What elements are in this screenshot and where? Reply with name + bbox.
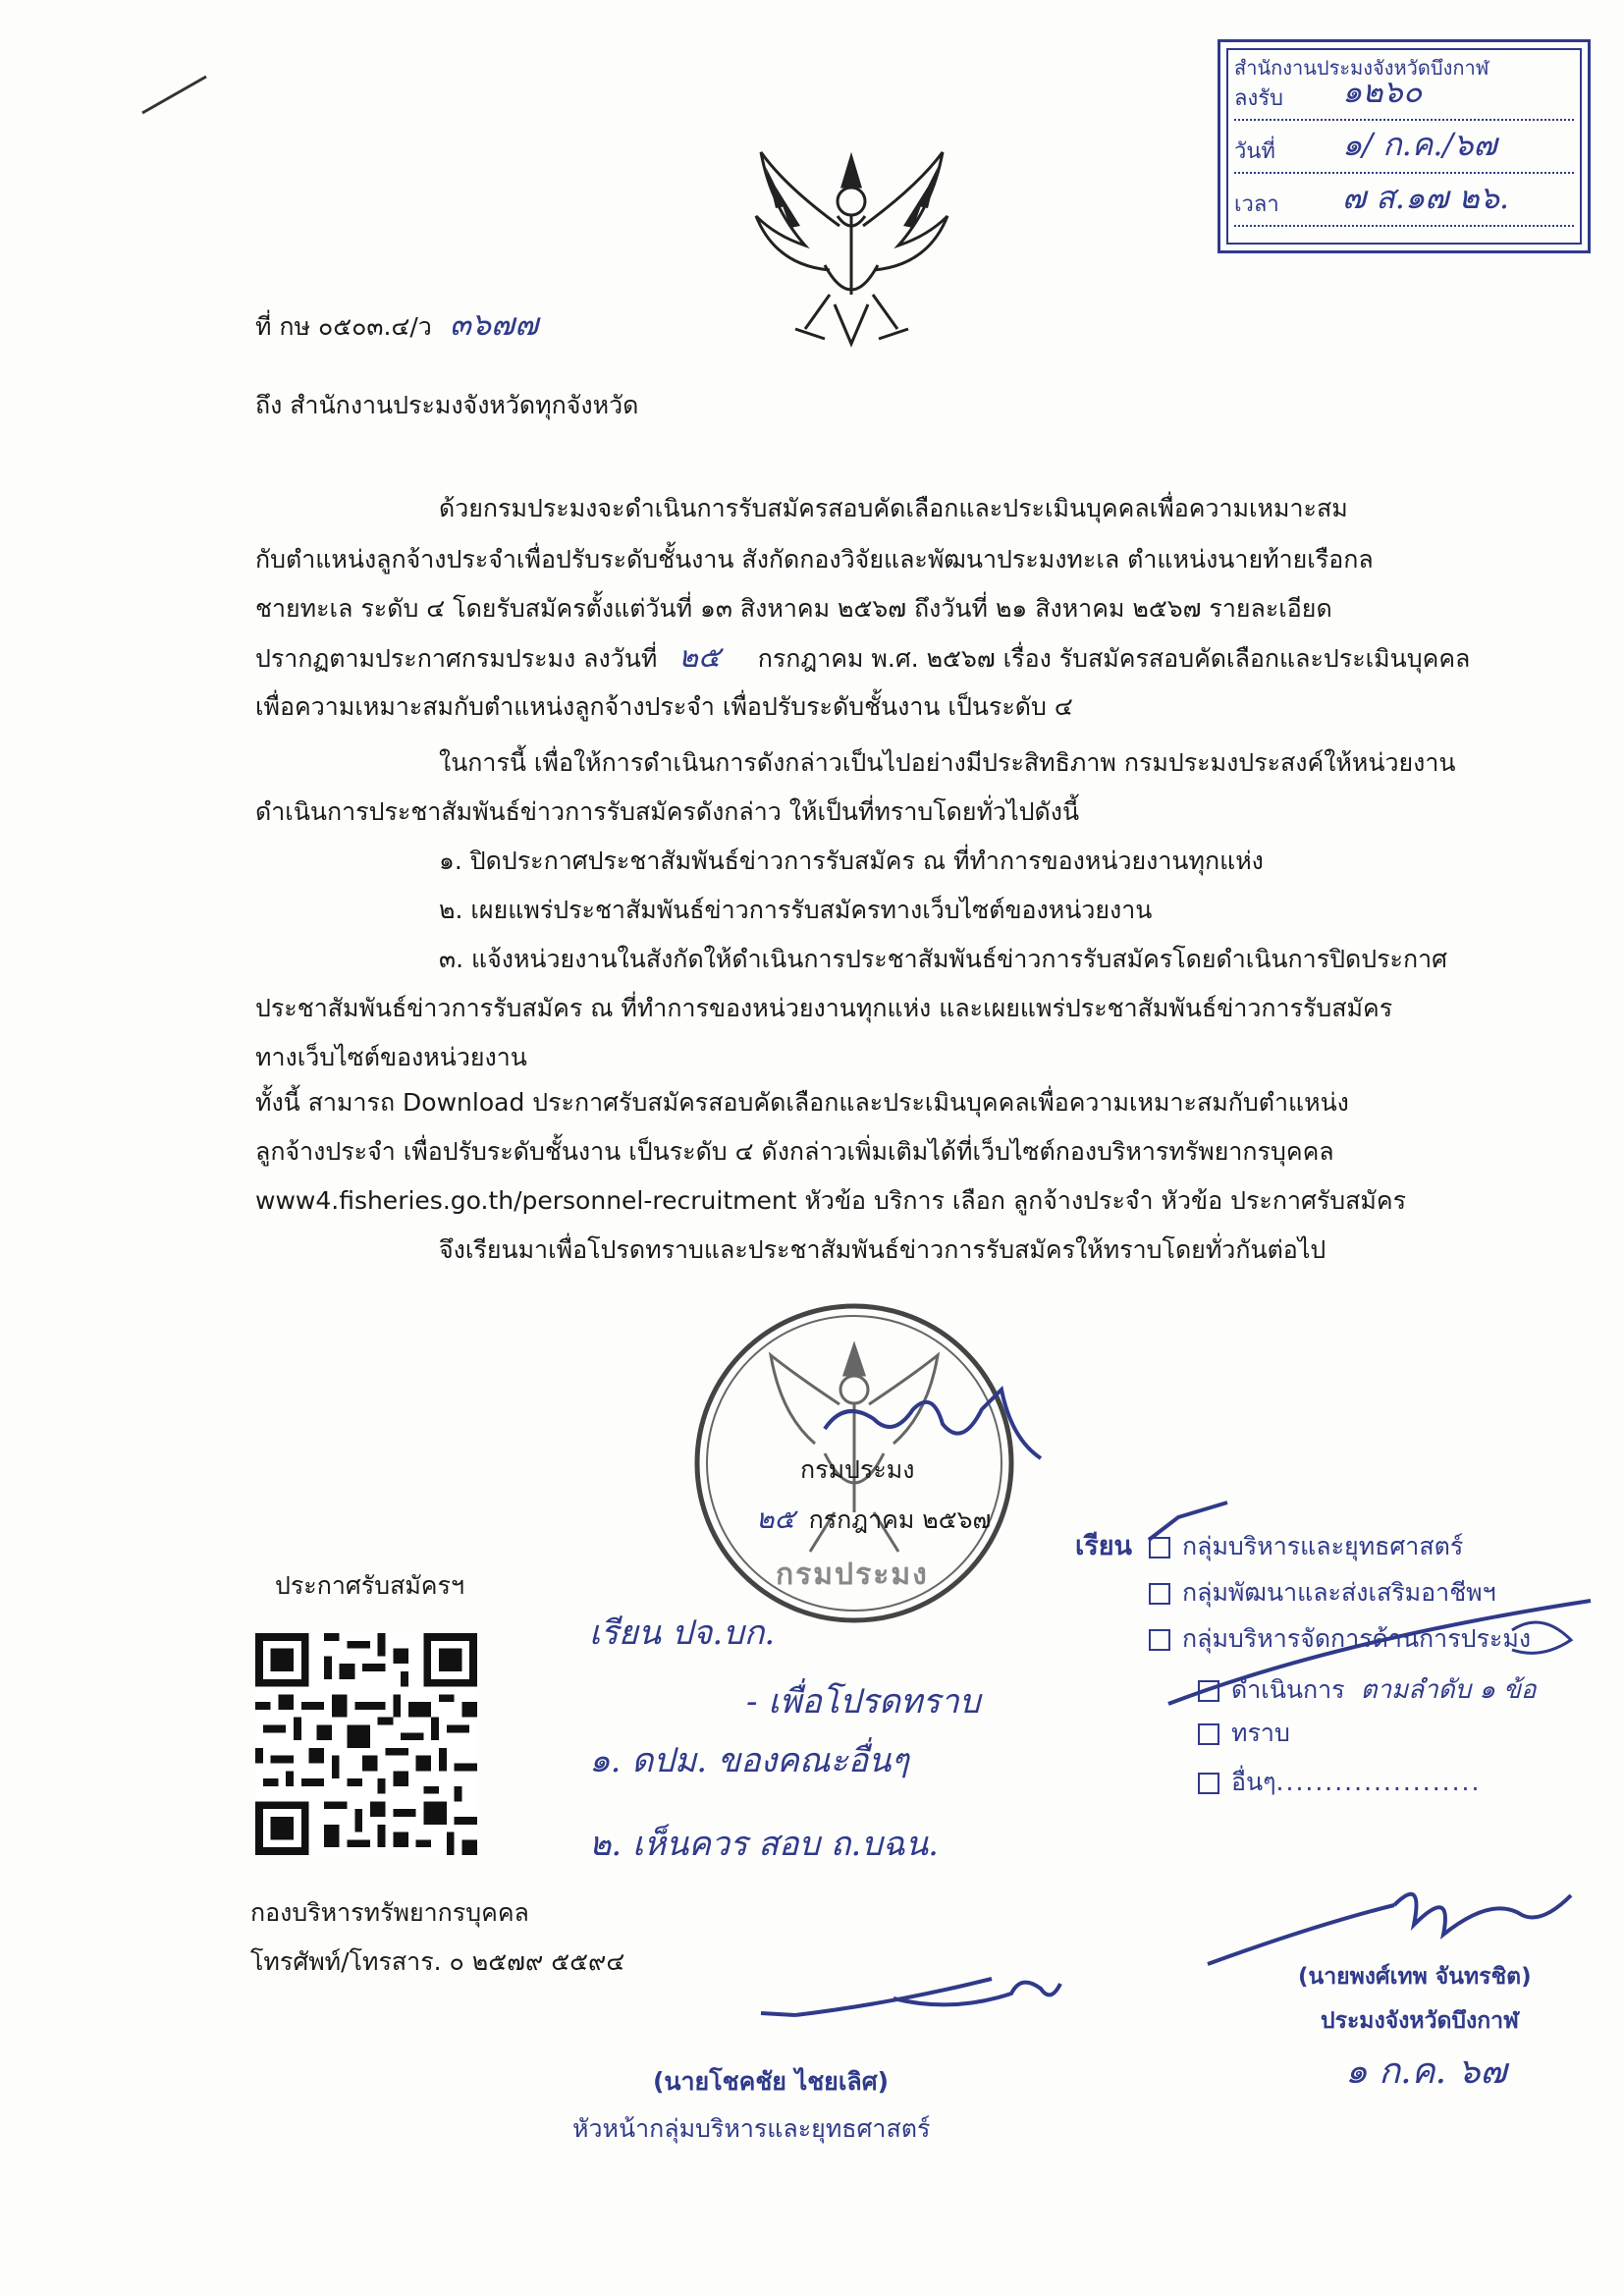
doc-number-handwritten: ๓๖๗๗ <box>449 305 539 343</box>
handwritten-note: - เพื่อโปรดทราบ <box>746 1682 981 1722</box>
routing-action-handwritten: ตามลำดับ ๑ ข้อ <box>1360 1675 1537 1705</box>
left-signature <box>756 1954 1080 2033</box>
issue-date: กรกฎาคม ๒๕๖๗ <box>808 1505 992 1534</box>
seal-text: กรมประมง <box>776 1558 929 1592</box>
para1-line: กับตำแหน่งลูกจ้างประจำเพื่อปรับระดับชั้นงาน สังกัดกองวิจัยและพัฒนาประมงทะเล ตำแหน่งนายท้ายเรือกล <box>255 545 1374 574</box>
stamp-label: เวลา <box>1234 192 1279 217</box>
qr-caption: ประกาศรับสมัครฯ <box>275 1571 464 1600</box>
stamp-value: ๑/ ก.ค./๖๗ <box>1342 126 1497 163</box>
routing-action[interactable]: อื่นๆ..................... <box>1198 1763 1481 1802</box>
stamp-value: ๗ ส.๑๗ ๒๖. <box>1342 179 1510 216</box>
routing-option-label: กลุ่มบริหารและยุทธศาสตร์ <box>1182 1532 1464 1560</box>
list-item: ๑. ปิดประกาศประชาสัมพันธ์ข่าวการรับสมัคร ณ ที่ทำการของหน่วยงานทุกแห่ง <box>439 847 1264 875</box>
para1-line: ชายทะเล ระดับ ๔ โดยรับสมัครตั้งแต่วันที่ ๑๓ สิงหาคม ๒๕๖๗ ถึงวันที่ ๒๑ สิงหาคม ๒๕๖๗ รายละเอียด <box>255 594 1332 623</box>
receipt-stamp <box>1218 39 1591 253</box>
routing-option-label: กลุ่มพัฒนาและส่งเสริมอาชีพฯ <box>1182 1578 1496 1607</box>
footer-phone: โทรศัพท์/โทรสาร. ๐ ๒๕๗๙ ๕๕๙๔ <box>250 1947 625 1976</box>
para2-line: ในการนี้ เพื่อให้การดำเนินการดังกล่าวเป็นไปอย่างมีประสิทธิภาพ กรมประมงประสงค์ให้หน่วยงาน <box>439 748 1456 777</box>
list-item: ๒. เผยแพร่ประชาสัมพันธ์ข่าวการรับสมัครทางเว็บไซต์ของหน่วยงาน <box>439 896 1153 924</box>
routing-label: เรียน <box>1075 1531 1133 1561</box>
issue-day-handwritten: ๒๕ <box>756 1503 795 1535</box>
routing-action-label: ดำเนินการ <box>1231 1675 1345 1704</box>
stamp-row-time <box>1234 179 1574 227</box>
signer-right-name: (นายพงศ์เทพ จันทรชิต) <box>1298 1964 1532 1990</box>
routing-action-label: อื่นๆ <box>1231 1768 1276 1796</box>
footer-dept: กองบริหารทรัพยากรบุคคล <box>250 1898 529 1927</box>
stamp-row-date <box>1234 126 1574 174</box>
signer-right-title: ประมงจังหวัดบึงกาฬ <box>1321 2008 1519 2034</box>
list-item: ๓. แจ้งหน่วยงานในสังกัดให้ดำเนินการประชาสัมพันธ์ข่าวการรับสมัครโดยดำเนินการปิดประกาศ <box>439 945 1448 973</box>
para1-line <box>255 640 1471 675</box>
routing-handwriting <box>1139 1493 1600 1719</box>
qr-code[interactable] <box>255 1633 477 1855</box>
doc-number-line <box>255 305 539 343</box>
handwritten-note: เรียน ปจ.บก. <box>589 1613 776 1653</box>
checkbox[interactable] <box>1198 1723 1219 1745</box>
para3-line: ลูกจ้างประจำ เพื่อปรับระดับชั้นงาน เป็นระดับ ๔ ดังกล่าวเพิ่มเติมได้ที่เว็บไซต์กองบริหารทรัพยากรบุคคล <box>255 1137 1334 1166</box>
para3-url-line: www4.fisheries.go.th/personnel-recruitment หัวข้อ บริการ เลือก ลูกจ้างประจำ หัวข้อ ประกาศรับสมัคร <box>255 1186 1407 1215</box>
handwritten-note: ๒. เห็นควร สอบ ถ.บฉน. <box>589 1825 939 1864</box>
signer-left-name: (นายโชคชัย ไชยเลิศ) <box>653 2067 889 2096</box>
para1-line: ด้วยกรมประมงจะดำเนินการรับสมัครสอบคัดเลือกและประเมินบุคคลเพื่อความเหมาะสม <box>439 494 1348 522</box>
para1-date-handwritten: ๒๕ <box>678 640 721 675</box>
para1-line: เพื่อความเหมาะสมกับตำแหน่งลูกจ้างประจำ เพื่อปรับระดับชั้นงาน เป็นระดับ ๔ <box>255 692 1073 721</box>
para3-line: ทั้งนี้ สามารถ Download ประกาศรับสมัครสอบคัดเลือกและประเมินบุคคลเพื่อความเหมาะสมกับตำแหน่ง <box>255 1088 1349 1117</box>
stamp-label: ลงรับ <box>1234 86 1284 111</box>
stamp-row-received <box>1234 73 1574 121</box>
recipient: ถึง สำนักงานประมงจังหวัดทุกจังหวัด <box>255 391 639 419</box>
pen-mark <box>137 69 216 118</box>
signer-left-title: หัวหน้ากลุ่มบริหารและยุทธศาสตร์ <box>572 2114 931 2143</box>
list-item-cont: ประชาสัมพันธ์ข่าวการรับสมัคร ณ ที่ทำการของหน่วยงานทุกแห่ง และเผยแพร่ประชาสัมพันธ์ข่าวการรับสมัคร <box>255 994 1393 1022</box>
issuer-name: กรมประมง <box>800 1455 915 1484</box>
para1-text: ปรากฏตามประกาศกรมประมง ลงวันที่ <box>255 644 658 673</box>
stamp-value: ๑๒๖๐ <box>1342 73 1423 110</box>
list-item-cont: ทางเว็บไซต์ของหน่วยงาน <box>255 1043 527 1071</box>
routing-action[interactable] <box>1198 1714 1290 1753</box>
stamp-label: วันที่ <box>1234 139 1275 164</box>
para1-text: กรกฎาคม พ.ศ. ๒๕๖๗ เรื่อง รับสมัครสอบคัดเลือกและประเมินบุคคล <box>757 644 1471 673</box>
handwritten-note: ๑. ดปม. ของคณะอื่นๆ <box>589 1741 909 1780</box>
issue-date-line <box>756 1504 991 1535</box>
signer-right-date: ๑ ก.ค. ๖๗ <box>1345 2051 1507 2092</box>
para3-line: จึงเรียนมาเพื่อโปรดทราบและประชาสัมพันธ์ข่าวการรับสมัครให้ทราบโดยทั่วกันต่อไป <box>439 1235 1326 1264</box>
checkbox[interactable] <box>1198 1773 1219 1794</box>
routing-option-label: กลุ่มบริหารจัดการด้านการประมง <box>1182 1624 1532 1653</box>
para2-line: ดำเนินการประชาสัมพันธ์ข่าวการรับสมัครดังกล่าว ให้เป็นที่ทราบโดยทั่วไปดังนี้ <box>255 797 1080 826</box>
stamp-office: สำนักงานประมงจังหวัดบึงกาฬ <box>1234 56 1489 80</box>
routing-action-label: ทราบ <box>1231 1719 1290 1747</box>
doc-number: ที่ กษ ๐๕๐๓.๔/ว <box>255 312 432 341</box>
garuda-emblem <box>746 147 957 349</box>
